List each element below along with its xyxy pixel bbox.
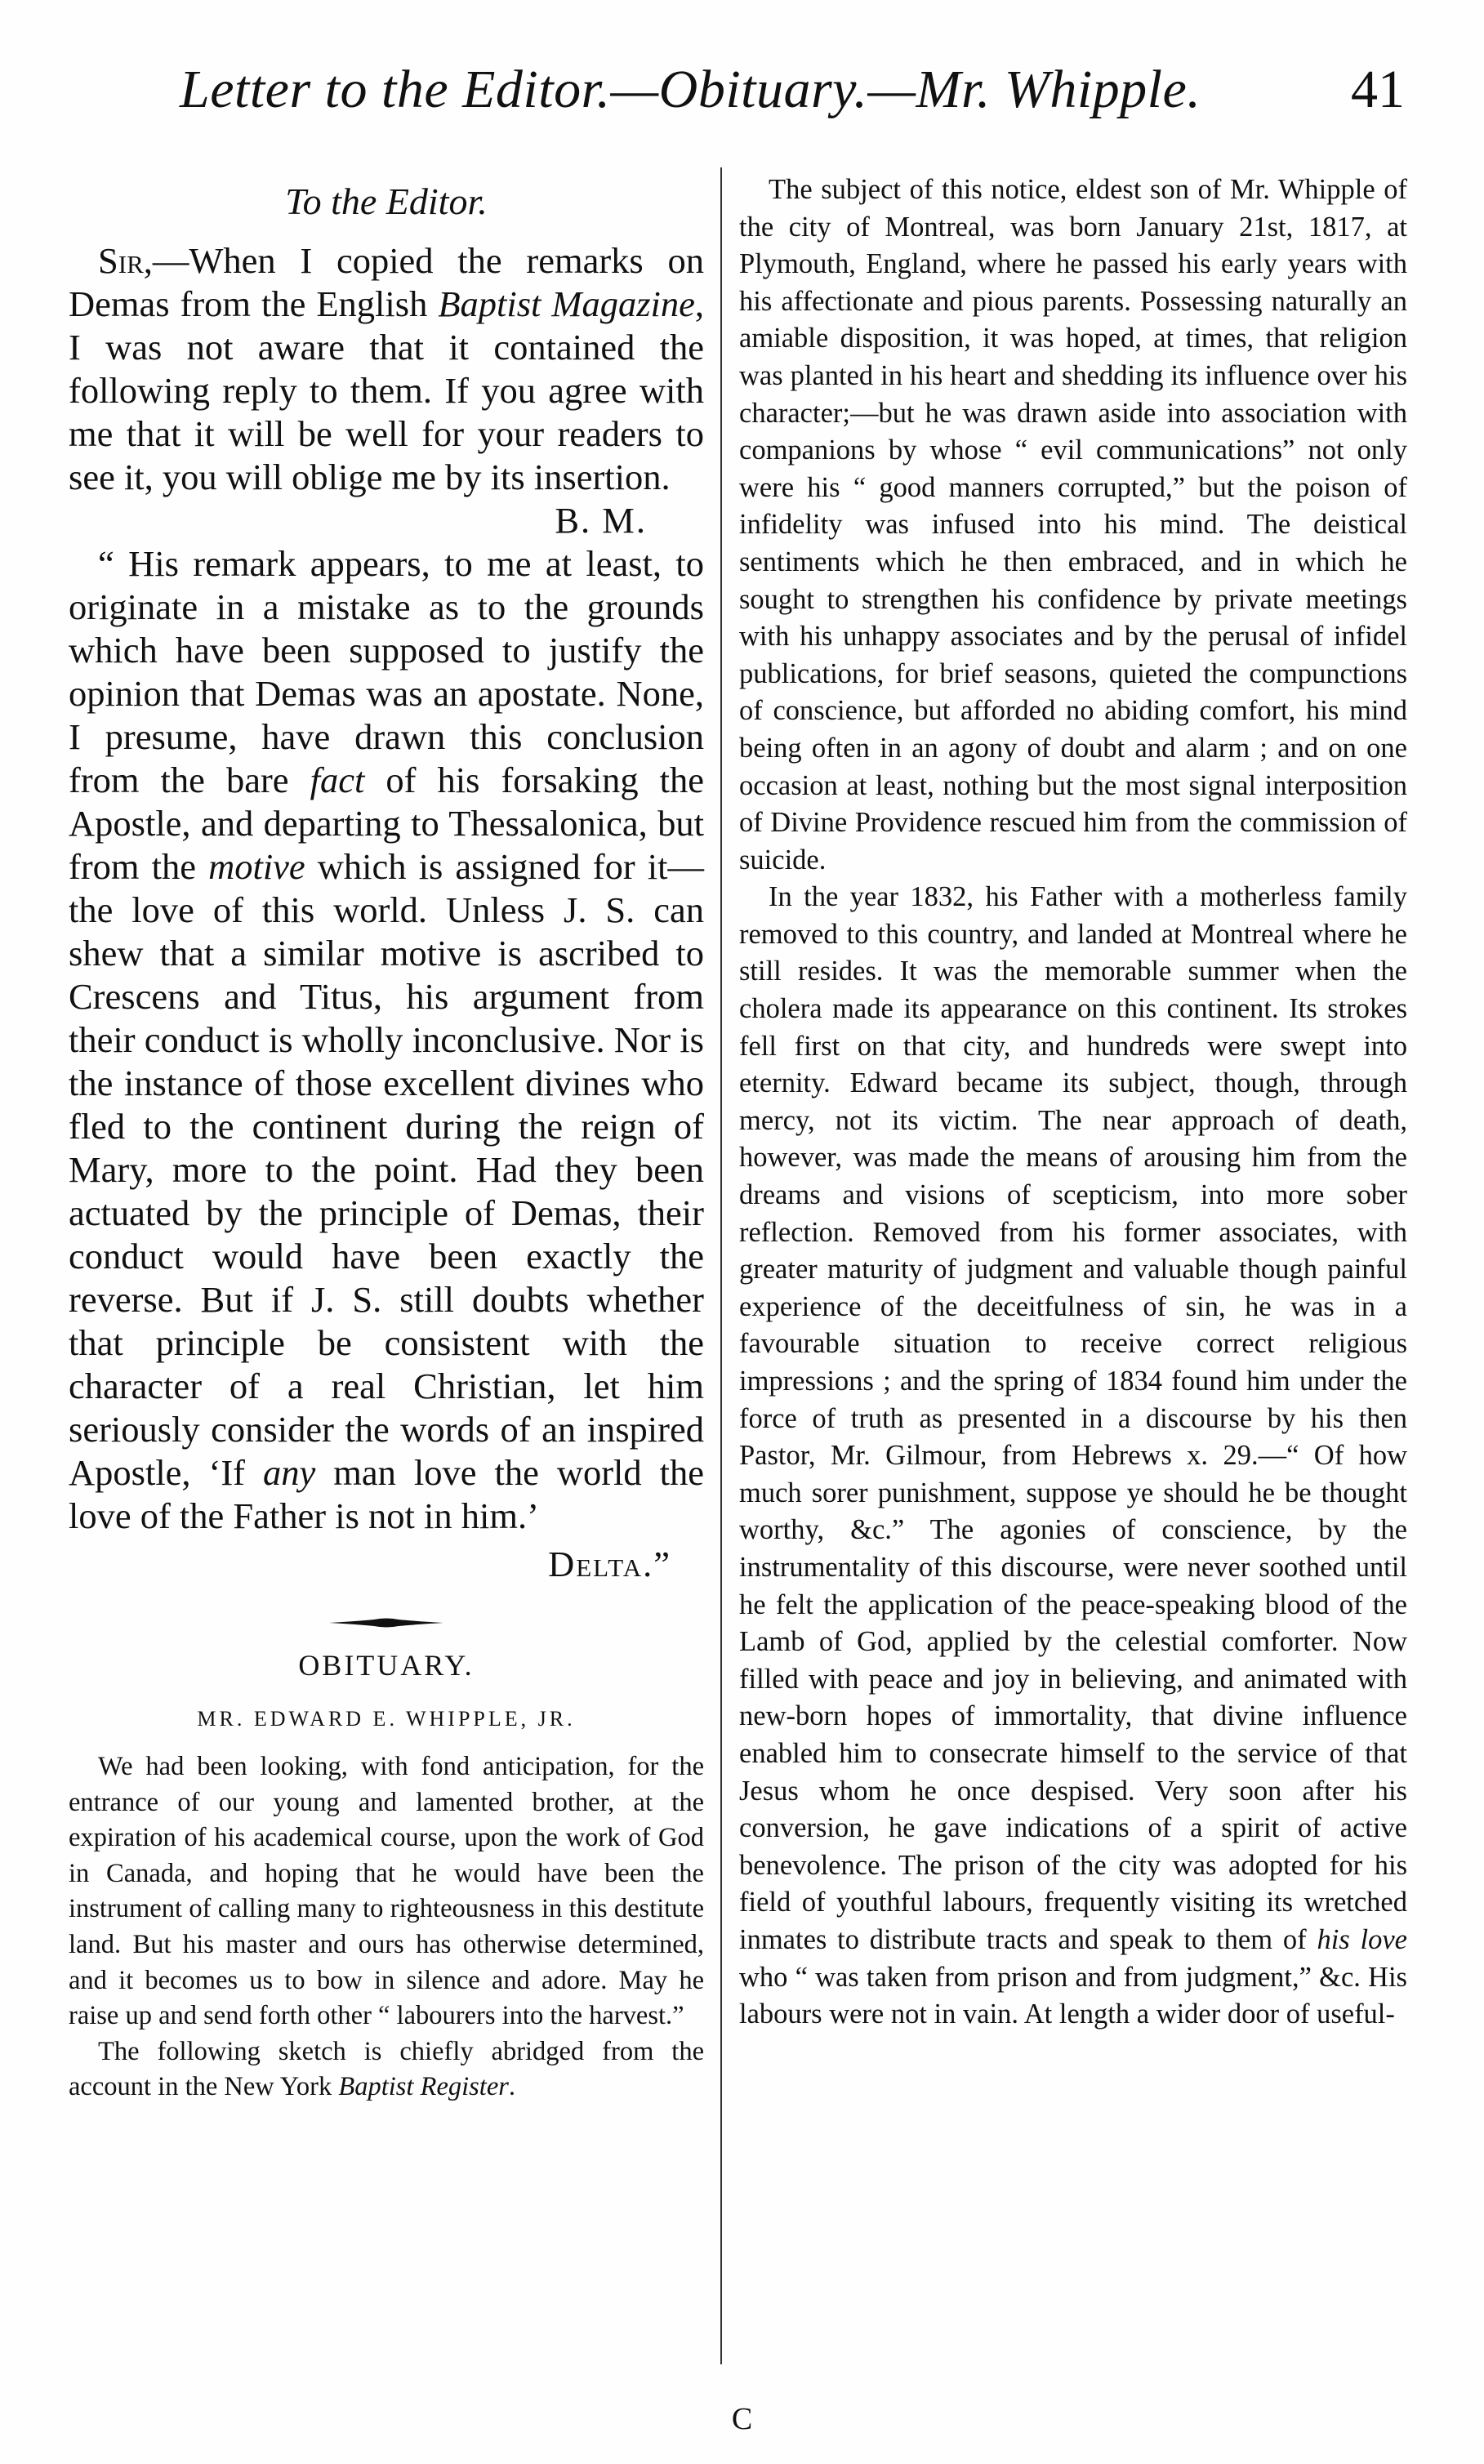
letter-signature: B. M. — [555, 500, 647, 541]
obituary-heading: OBITUARY. — [298, 1649, 475, 1682]
left-column — [69, 172, 704, 2105]
obituary-source-note: The following sketch is chiefly abridged from the account in the New York Baptist Register. — [69, 2036, 704, 2102]
quoted-reply: “ His remark appears, to me at least, to originate in a mistake as to the grounds which have been supposed to justify the opinion that Demas was an apostate. None, I presume, have drawn this conclusion from the bare fact of his forsaking the Apostle, and departing to Thessalonica, but from the motive which is assigned for it—the love of this world. Unless J. S. can shew that a similar motive is ascribed to Crescens and Titus, his argument from their conduct is wholly inconclusive. Nor is the instance of those excellent divines who fled to the continent during the reign of Mary, more to the point. Had they been actuated by the principle of Demas, their conduct would have been exactly the reverse. But if J. S. still doubts whether that principle be consistent with the character of a real Christian, let him seriously consider the words of an inspired Apostle, ‘If any man love the world the love of the Father is not in him.’ — [69, 543, 705, 1536]
magazine-title: Baptist Magazine — [438, 283, 695, 324]
ornament-divider — [329, 1617, 443, 1629]
running-title: Letter to the Editor.—Obituary.—Mr. Whipple. — [180, 60, 1201, 119]
biography-paragraph: In the year 1832, his Father with a motherless family removed to this country, and landed at Montreal where he still resides. It was the memorable summer when the cholera made its appearance on this continent. Its strokes fell first on that city, and hundreds were swept into eternity. Edward became its subject, though, through mercy, not its victim. The near approach of death, however, was made the means of arousing him from the dreams and visions of scepticism, into more sober reflection. Removed from his former associates, with greater maturity of judgment and valuable though painful experience of the deceitfulness of sin, he was in a favourable situation to receive correct religious impressions ; and the spring of 1834 found him under the force of truth as presented in a discourse by his then Pastor, Mr. Gilmour, from Hebrews x. 29.—“ Of how much sorer punishment, suppose ye should he be thought worthy, &c.” The agonies of conscience, by the instrumentality of this discourse, were never soothed until he felt the application of the peace-speaking blood of the Lamb of God, applied by the celestial comforter. Now filled with peace and joy in believing, and animated with new-born hopes of immortality, that divine influence enabled him to consecrate himself to the service of that Jesus whom he once despised. Very soon after his conversion, he gave indications of a spirit of active benevolence. The prison of the city was adopted for his field of youthful labours, frequently visiting its wretched inmates to distribute tracts and speak to them of his love who “ was taken from prison and from judgment,” &c. His labours were not in vain. At length a wider door of useful- — [739, 881, 1407, 2030]
right-column — [739, 172, 1407, 2034]
salutation: Sir, — [98, 240, 153, 281]
signature-mark: C — [731, 2402, 753, 2436]
register-title: Baptist Register — [338, 2072, 509, 2102]
obituary-paragraph: We had been looking, with fond anticipation, for the entrance of our young and lamented brother, at the expiration of his academical course, upon the work of God in Canada, and hoping that he would have been the instrument of calling many to righteousness in this destitute land. But his master and ours has otherwise determined, and it becomes us to bow in silence and adore. May he raise up and send forth other “ labourers into the harvest.” — [69, 1752, 704, 2031]
biography-paragraph: The subject of this notice, eldest son of Mr. Whipple of the city of Montreal, was born January 21st, 1817, at Plymouth, England, where he passed his early years with his affectionate and pious parents. Possessing naturally an amiable disposition, it was hoped, at times, that religion was planted in his heart and shedding its influence over his character;—but he was drawn aside into association with companions by whose “ evil communications” not only were his “ good manners corrupted,” but the poison of infidelity was infused into his mind. The deistical sentiments which he then embraced, and in which he sought to strengthen his confidence by private meetings with his unhappy associates and by the perusal of infidel publications, for brief seasons, quieted the compunctions of conscience, but afforded no abiding comfort, his mind being often in an agony of doubt and alarm ; and on one occasion at least, nothing but the most signal interposition of Divine Providence rescued him from the commission of suicide. — [739, 174, 1407, 876]
column-divider — [720, 167, 722, 2364]
letter-paragraph: Sir,—When I copied the remarks on Demas from the English Baptist Magazine, I was not aware that it contained the following reply to them. If you agree with me that it will be well for your readers to see it, you will oblige me by its insertion. — [69, 240, 705, 497]
letter-heading: To the Editor. — [285, 180, 488, 222]
obituary-subject: MR. EDWARD E. WHIPPLE, JR. — [197, 1707, 576, 1731]
reply-signature: Delta.” — [548, 1544, 671, 1584]
page-header — [163, 59, 1405, 149]
page-number: 41 — [1351, 60, 1405, 119]
